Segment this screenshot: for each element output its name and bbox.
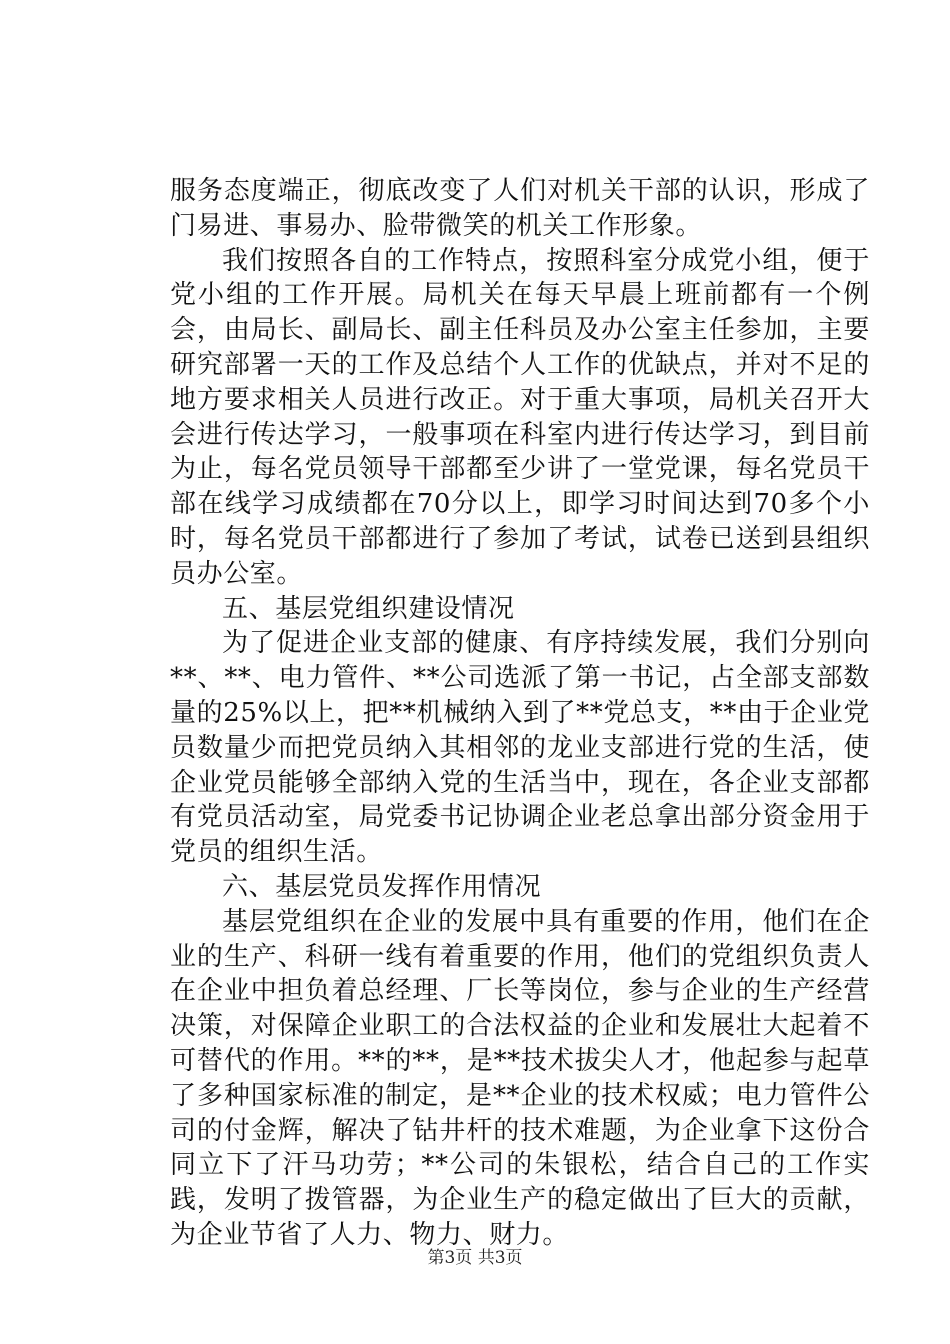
- section-heading-5: 五、基层党组织建设情况: [222, 593, 515, 624]
- paragraph-4: 基层党组织在企业的发展中具有重要的作用，他们在企业的生产、科研一线有着重要的作用，他们的党组织负责人在企业中担负着总经理、厂长等岗位，参与企业的生产经营决策，对保障企业职工的合法权益的企业和发展壮大起着不可替代的作用。**的**，是**技术拔尖人才，他起参与起草了多种国家标准的制定，是**企业的技术权威；电力管件公司的付金辉，解决了钻井杆的技术难题，为企业拿下这份合同立下了汗马功劳；**公司的朱银松，结合自己的工作实践，发明了拨管器，为企业生产的稳定做出了巨大的贡献，为企业节省了人力、物力、财力。: [170, 906, 870, 1250]
- document-body: [170, 174, 870, 1253]
- paragraph-3: 为了促进企业支部的健康、有序持续发展，我们分别向**、**、电力管件、**公司选派了第一书记，占全部支部数量的25%以上，把**机械纳入到了**党总支，**由于企业党员数量少而把党员纳入其相邻的龙业支部进行党的生活，使企业党员能够全部纳入党的生活当中，现在，各企业支部都有党员活动室，局党委书记协调企业老总拿出部分资金用于党员的组织生活。: [170, 628, 870, 868]
- section-heading-6: 六、基层党员发挥作用情况: [222, 871, 542, 902]
- page-number-footer: 第3页 共3页: [427, 1248, 523, 1268]
- paragraph-2: 我们按照各自的工作特点，按照科室分成党小组，便于党小组的工作开展。局机关在每天早晨上班前都有一个例会，由局长、副局长、副主任科员及办公室主任参加，主要研究部署一天的工作及总结个人工作的优缺点，并对不足的地方要求相关人员进行改正。对于重大事项，局机关召开大会进行传达学习，一般事项在科室内进行传达学习，到目前为止，每名党员领导干部都至少讲了一堂党课，每名党员干部在线学习成绩都在70分以上，即学习时间达到70多个小时，每名党员干部都进行了参加了考试，试卷已送到县组织员办公室。: [170, 245, 870, 589]
- paragraph-1: 服务态度端正，彻底改变了人们对机关干部的认识，形成了门易进、事易办、脸带微笑的机关工作形象。: [170, 176, 870, 241]
